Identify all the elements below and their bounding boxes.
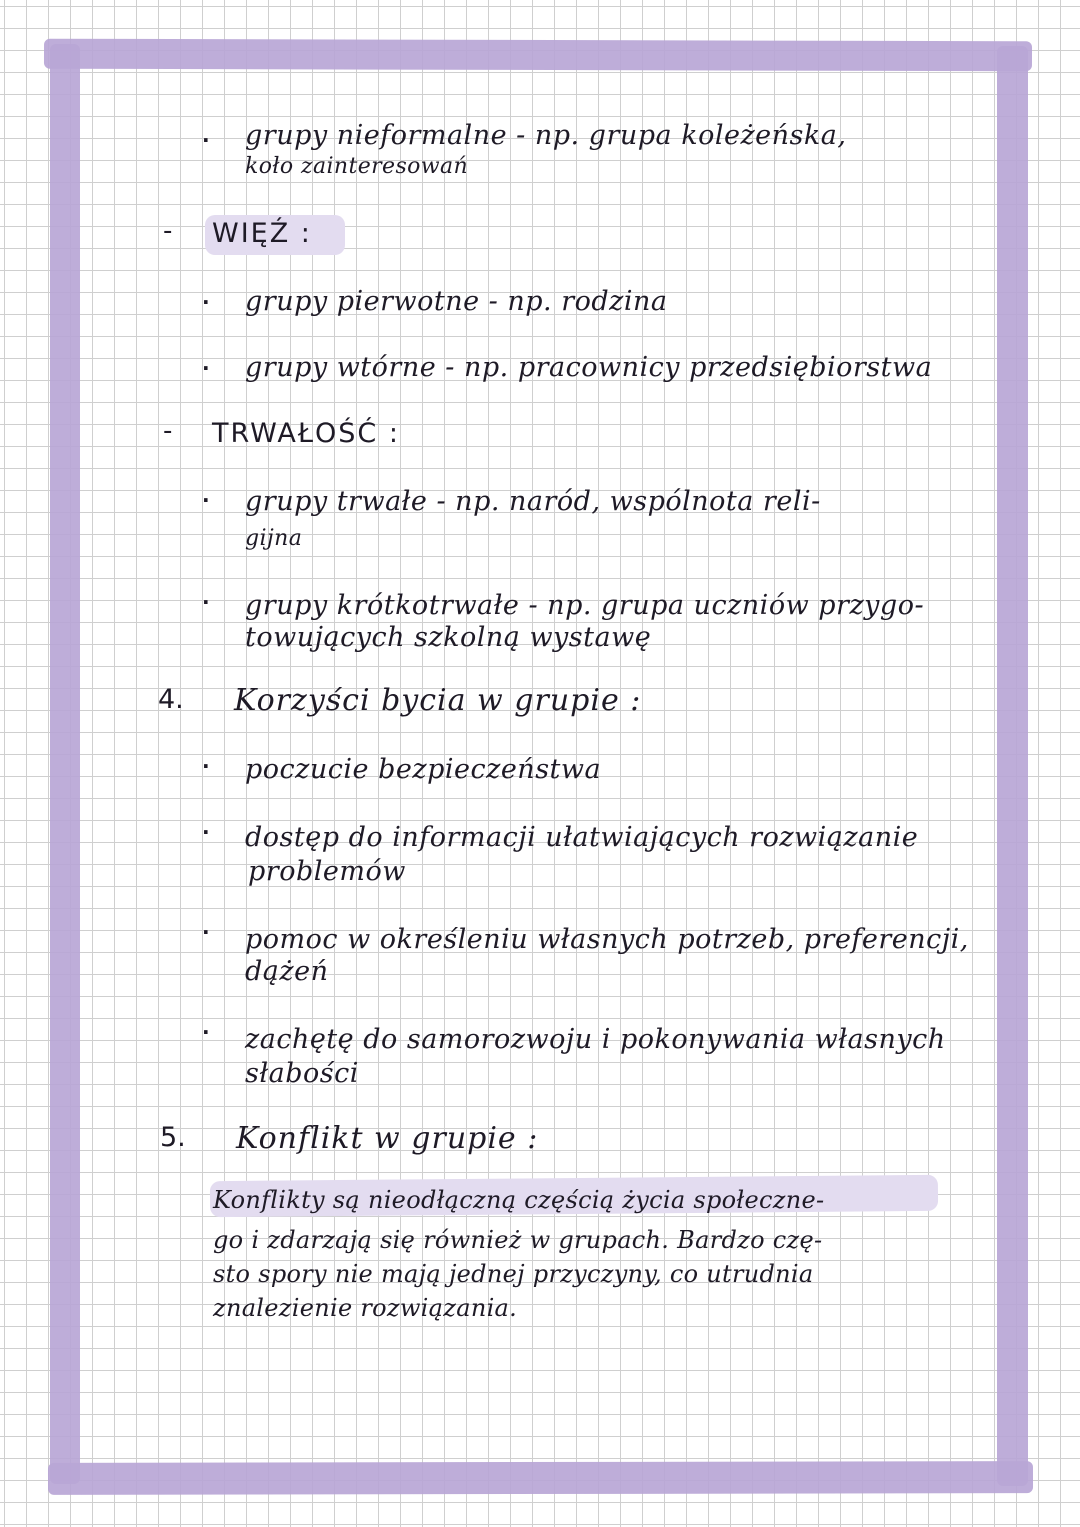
- bullet: ·: [202, 356, 210, 380]
- bullet: ·: [202, 754, 210, 778]
- bullet: ·: [202, 590, 210, 614]
- bullet: ·: [202, 290, 210, 314]
- bullet: ·: [202, 1020, 210, 1044]
- frame-top: [44, 39, 1032, 72]
- item-wtorne: grupy wtórne - np. pracownicy przedsiębiorstwa: [245, 352, 933, 383]
- frame-right: [997, 46, 1028, 1486]
- section-4-title: Korzyści bycia w grupie :: [234, 683, 642, 718]
- benefit-item-cont: problemów: [248, 856, 406, 887]
- benefit-item: pomoc w określeniu własnych potrzeb, preferencji,: [245, 924, 969, 955]
- heading-trwalosc: TRWAŁOŚĆ :: [212, 418, 400, 449]
- dash: -: [163, 216, 173, 246]
- bullet: ·: [202, 920, 210, 944]
- frame-bottom: [48, 1461, 1033, 1495]
- item-trwale-line1: grupy trwałe - np. naród, wspólnota reli-: [245, 486, 821, 517]
- paragraph-line: Konflikty są nieodłączną częścią życia społeczne-: [213, 1186, 825, 1214]
- item-trwale-line2: gijna: [245, 526, 303, 551]
- item-nieformalne-line1: grupy nieformalne - np. grupa koleżeńska,: [245, 120, 847, 151]
- bullet: ·: [202, 128, 210, 152]
- section-5-title: Konflikt w grupie :: [236, 1121, 539, 1156]
- heading-wiez: WIĘŹ :: [212, 218, 312, 249]
- item-krotkotrwale-line1: grupy krótkotrwałe - np. grupa uczniów przygo-: [245, 590, 925, 621]
- bullet: ·: [202, 820, 210, 844]
- frame-left: [50, 44, 80, 1484]
- benefit-item: dostęp do informacji ułatwiających rozwiązanie: [245, 822, 919, 853]
- item-krotkotrwale-line2: towujących szkolną wystawę: [245, 622, 652, 653]
- item-pierwotne: grupy pierwotne - np. rodzina: [245, 286, 668, 317]
- benefit-item: poczucie bezpieczeństwa: [245, 754, 602, 785]
- section-5-number: 5.: [160, 1122, 186, 1153]
- bullet: ·: [202, 488, 210, 512]
- section-4-number: 4.: [158, 684, 184, 715]
- item-nieformalne-line2: koło zainteresowań: [245, 154, 469, 179]
- benefit-item: zachętę do samorozwoju i pokonywania własnych: [245, 1024, 946, 1055]
- dash: -: [163, 416, 173, 446]
- paragraph-line: go i zdarzają się również w grupach. Bardzo czę-: [213, 1226, 823, 1254]
- paragraph-line: sto spory nie mają jednej przyczyny, co utrudnia: [213, 1260, 814, 1288]
- benefit-item-cont: dążeń: [245, 956, 329, 987]
- paragraph-line: znalezienie rozwiązania.: [213, 1294, 518, 1322]
- benefit-item-cont: słabości: [245, 1058, 359, 1089]
